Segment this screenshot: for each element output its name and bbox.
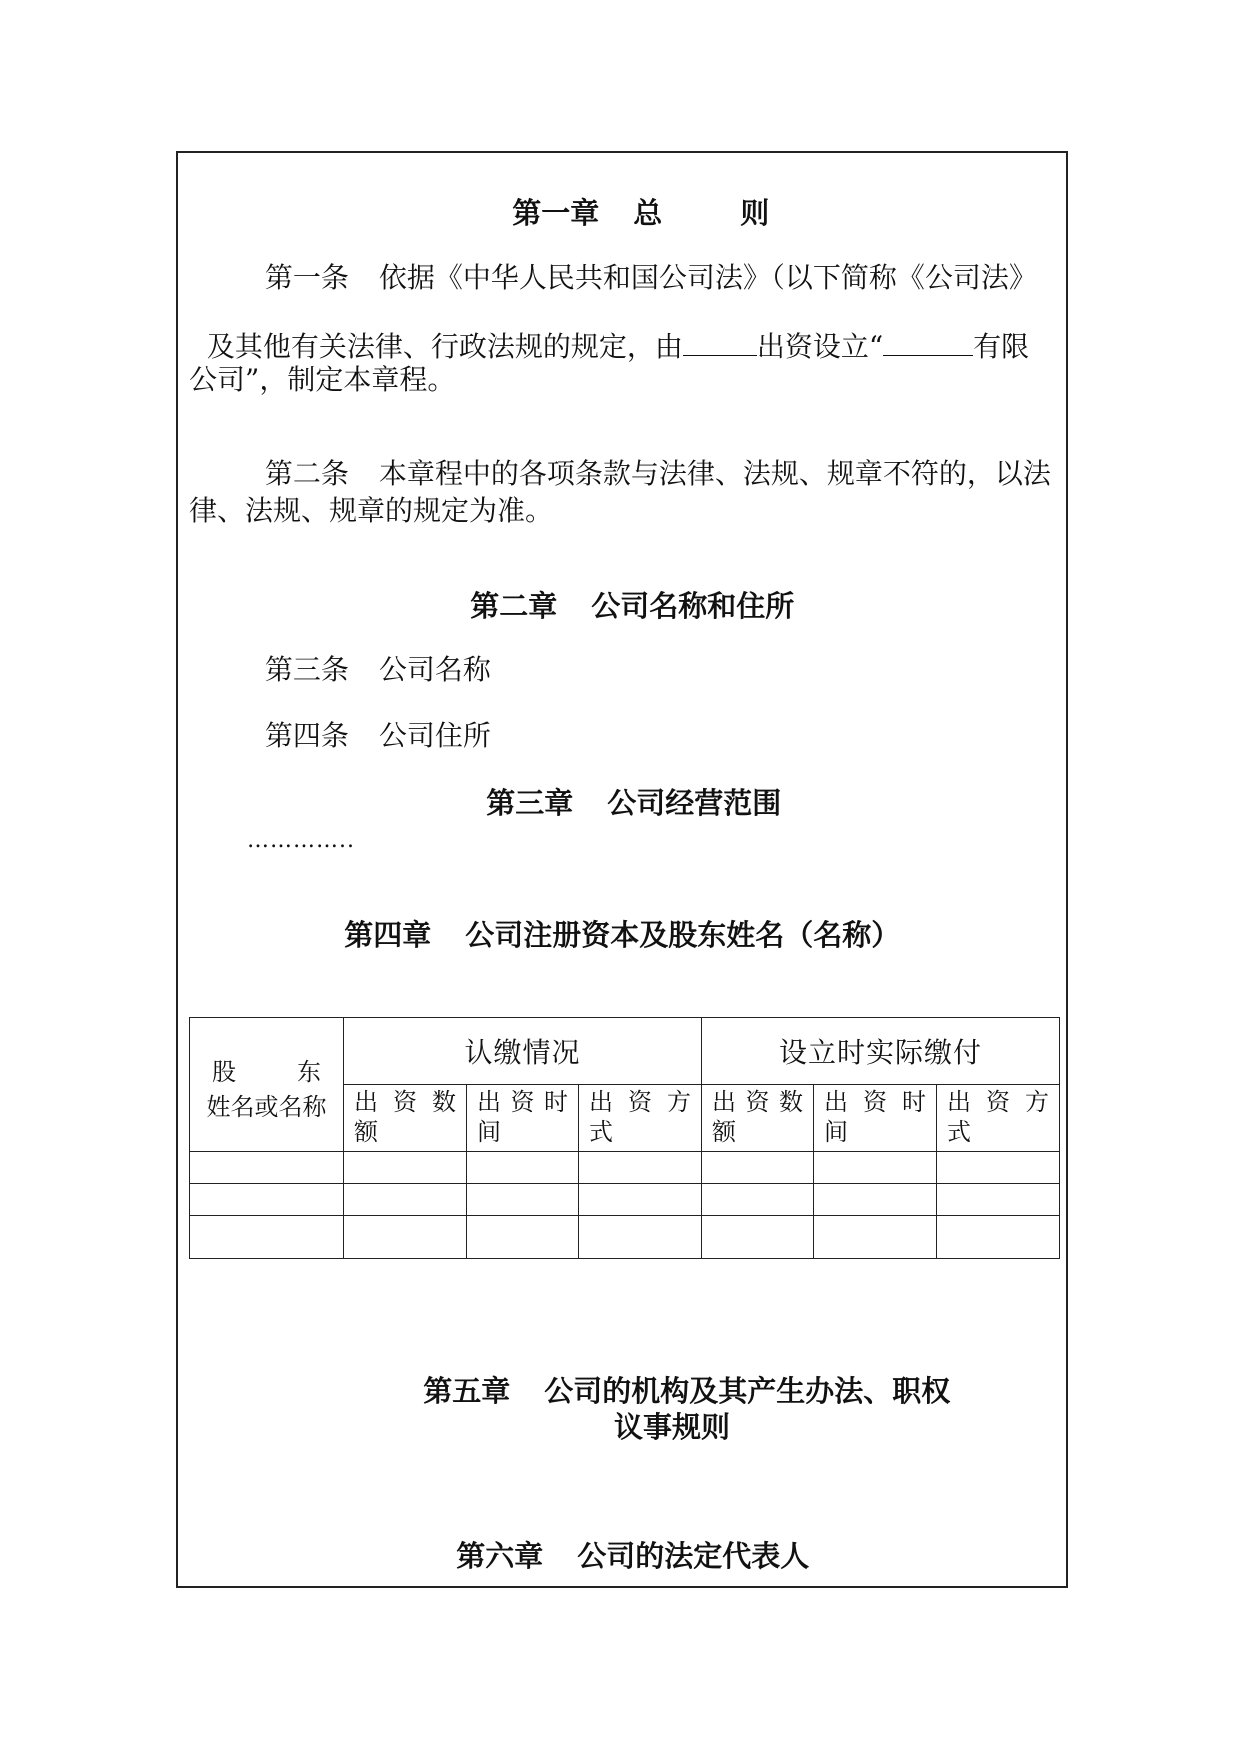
col-header-text: 出资时 [477,1088,568,1116]
article-1-text-2a: 及其他有关法律、行政法规的规定，由 [206,330,683,363]
article-2-line-2: 律、法规、规章的规定为准。 [189,494,554,527]
table-cell[interactable] [344,1184,467,1216]
col-header-time [467,1085,579,1152]
article-4 [247,694,491,750]
subscribed-header: 认缴情况 [344,1018,702,1085]
col-header-text: 额 [712,1118,736,1146]
table-cell[interactable] [190,1216,344,1259]
table-cell[interactable] [467,1152,579,1184]
shareholder-header-line2: 姓名或名称 [206,1093,327,1121]
chapter-2-heading [450,563,794,621]
table-row [190,1152,1060,1184]
chapter-4-number: 第四章 [344,918,432,952]
chapter-4-title: 公司注册资本及股东姓名（名称） [465,918,901,952]
table-cell[interactable] [814,1184,937,1216]
chapter-3-heading [466,760,781,818]
article-2-text-1: 本章程中的各项条款与法律、法规、规章不符的，以法 [378,457,1051,490]
paid-header: 设立时实际缴付 [702,1018,1060,1085]
chapter-5-heading-line2: 议事规则 [614,1410,731,1444]
table-cell[interactable] [190,1184,344,1216]
article-3 [247,628,491,684]
table-cell[interactable] [579,1152,702,1184]
chapter-1-title-part2: 则 [740,196,770,230]
article-1-line-3: 公司”，制定本章程。 [189,363,456,396]
col-header-method [937,1085,1060,1152]
col-header-text: 出资方 [589,1088,691,1116]
chapter-5-title: 公司的机构及其产生办法、职权 [544,1374,951,1408]
table-cell[interactable] [467,1216,579,1259]
col-header-text: 出资数 [354,1088,456,1116]
chapter-6-number: 第六章 [456,1539,544,1573]
table-cell[interactable] [937,1216,1060,1259]
article-3-label: 第三条 [264,653,349,686]
table-cell[interactable] [814,1152,937,1184]
article-4-label: 第四条 [264,719,349,752]
blank-company-name-field[interactable] [883,329,973,356]
table-cell[interactable] [702,1216,814,1259]
col-header-text: 出资数 [712,1088,803,1116]
blank-investor-field[interactable] [683,329,757,356]
table-cell[interactable] [344,1216,467,1259]
scope-ellipsis: ………….. [247,828,355,853]
article-1-text-1: 依据《中华人民共和国公司法》（以下简称《公司法》 [378,261,1037,294]
table-cell[interactable] [702,1184,814,1216]
table-cell[interactable] [937,1184,1060,1216]
chapter-6-heading [436,1513,809,1571]
chapter-3-number: 第三章 [486,786,574,820]
article-1-line-1 [247,236,1037,292]
chapter-1-number: 第一章 [512,196,600,230]
col-header-text: 额 [354,1118,378,1146]
chapter-5-number: 第五章 [423,1374,511,1408]
col-header-text: 出资时 [824,1088,926,1116]
article-4-text: 公司住所 [378,719,491,752]
chapter-2-number: 第二章 [470,589,558,623]
col-header-amount [344,1085,467,1152]
col-header-text: 式 [589,1118,613,1146]
table-cell[interactable] [937,1152,1060,1184]
article-1-line-2 [189,301,1029,361]
article-3-text: 公司名称 [378,653,491,686]
shareholder-header [190,1018,344,1152]
table-cell[interactable] [467,1184,579,1216]
chapter-1-title-part1: 总 [633,196,663,230]
article-1-text-2c: 有限 [973,330,1030,363]
table-row [190,1216,1060,1259]
article-2-line-1 [247,432,1051,488]
article-1-text-2b: 出资设立“ [756,330,884,363]
table-cell[interactable] [344,1152,467,1184]
table-cell[interactable] [814,1216,937,1259]
col-header-text: 间 [477,1118,501,1146]
article-2-label: 第二条 [264,457,349,490]
table-cell[interactable] [702,1152,814,1184]
table-cell[interactable] [579,1184,702,1216]
col-header-amount [702,1085,814,1152]
table-cell[interactable] [190,1152,344,1184]
col-header-text: 式 [947,1118,971,1146]
chapter-6-title: 公司的法定代表人 [577,1539,810,1573]
capital-table [189,1017,1060,1259]
col-header-text: 出资方 [947,1088,1049,1116]
chapter-2-title: 公司名称和住所 [591,589,795,623]
chapter-1-heading [492,170,769,228]
table-cell[interactable] [579,1216,702,1259]
chapter-4-heading [324,892,900,950]
col-header-method [579,1085,702,1152]
table-row [190,1184,1060,1216]
col-header-time [814,1085,937,1152]
chapter-3-title: 公司经营范围 [607,786,782,820]
col-header-text: 间 [824,1118,848,1146]
article-1-label: 第一条 [264,261,349,294]
chapter-5-heading [403,1348,950,1406]
shareholder-header-line1: 股东 [212,1058,321,1086]
